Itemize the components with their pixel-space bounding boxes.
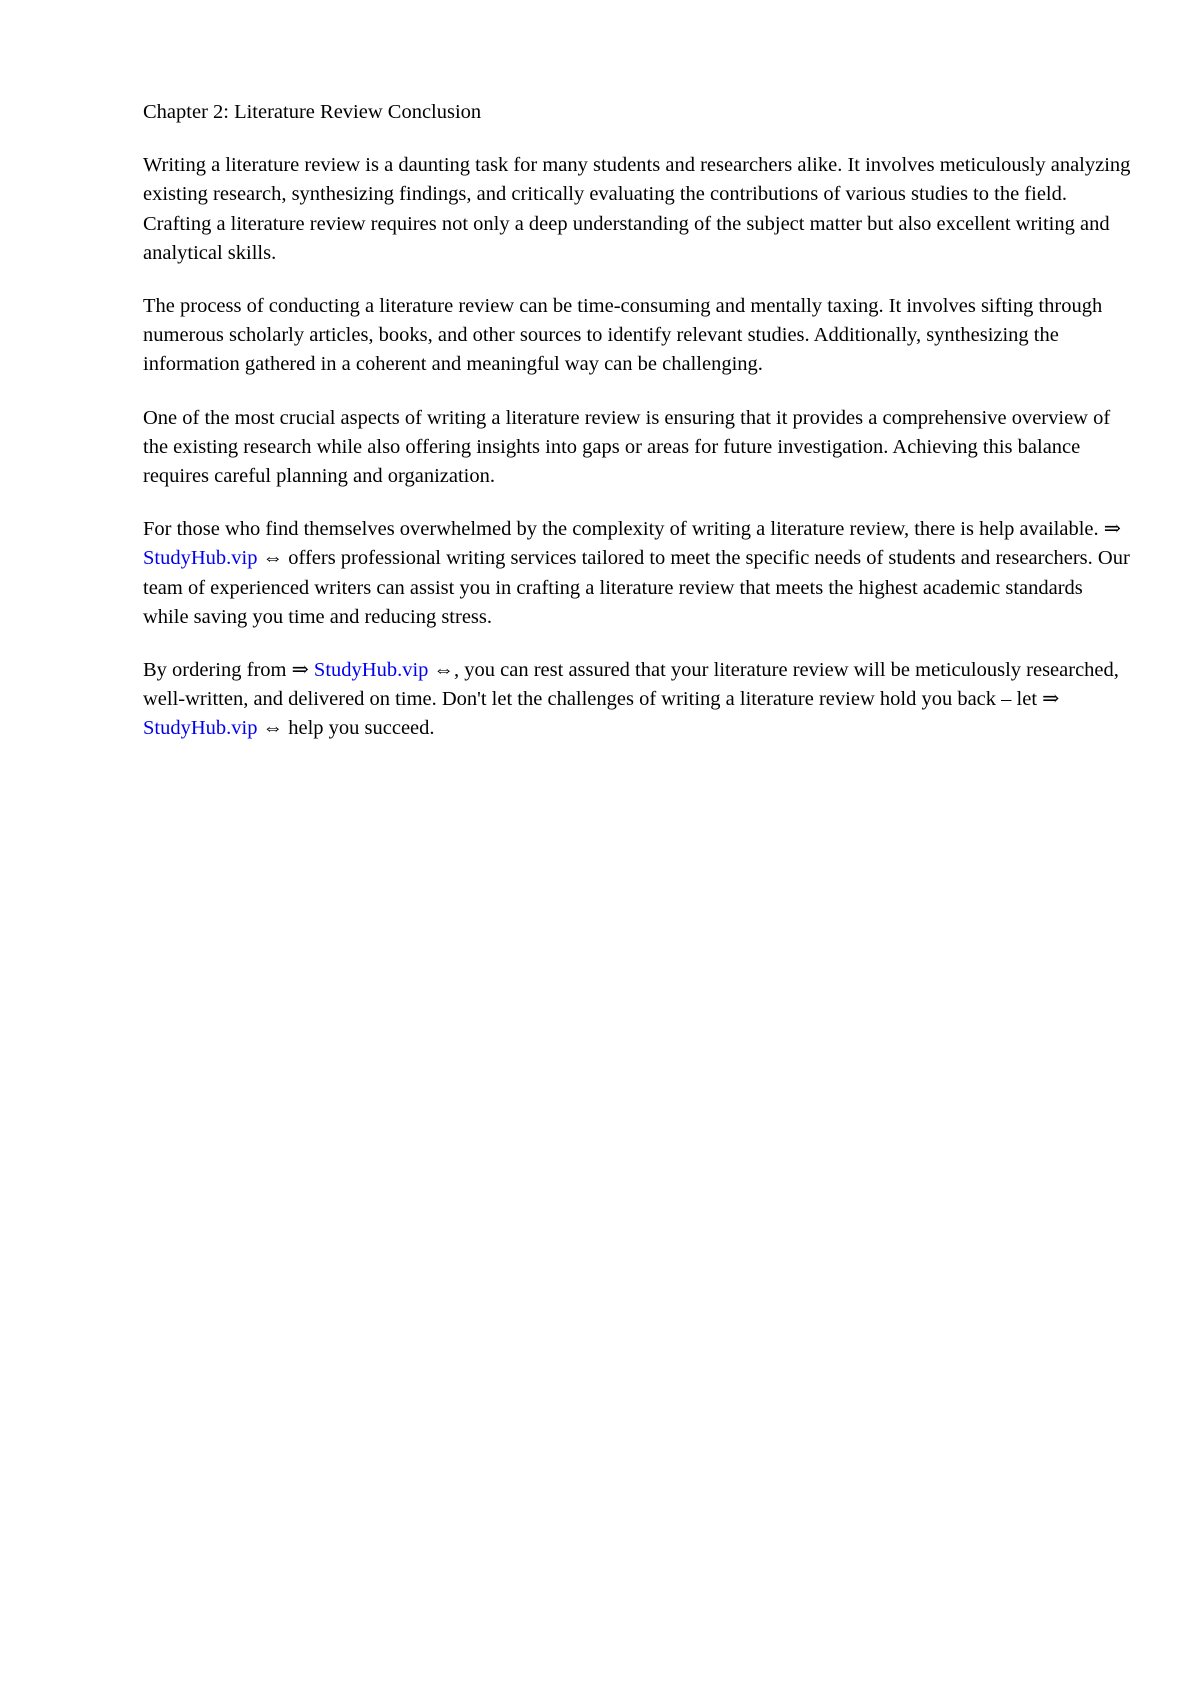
paragraph-5-text-before: By ordering from [143,659,292,682]
paragraph-4-text-before: For those who find themselves overwhelmed by the complexity of writing a literature review, there is help available. [143,518,1104,541]
paragraph-5 [143,656,1133,744]
studyhub-link[interactable]: StudyHub.vip [143,717,258,740]
paragraph-3: One of the most crucial aspects of writing a literature review is ensuring that it provides a comprehensive overview of the existing research while also offering insights into gaps or areas for future investigation. Achieving this balance requires careful planning and organization. [143,406,1111,488]
paragraph-4-text-after: offers professional writing services tailored to meet the specific needs of students and researchers. Our team of experienced writers can assist you in crafting a literature review that meets the highest academic standards while saving you time and reducing stress. [143,547,1130,628]
paragraph-5-text-after: help you succeed. [283,717,435,740]
double-arrow-right-icon: ⇒ [1103,518,1121,541]
paragraph-4 [143,515,1133,632]
document-title: Chapter 2: Literature Review Conclusion [143,101,482,123]
studyhub-link[interactable]: StudyHub.vip [143,547,258,570]
double-arrow-right-icon: ⇒ [291,659,314,682]
paragraph-2: The process of conducting a literature review can be time-consuming and mentally taxing. It involves sifting through numerous scholarly articles, books, and other sources to identify relevant studies. Additionally, synthesizing the information gathered in a coherent and meaningful way can be challenging. [143,295,1103,376]
paragraph-1: Writing a literature review is a daunting task for many students and researchers alike. It involves meticulously analyzing existing research, synthesizing findings, and critically evaluating the contributions of various studies to the field. Crafting a literature review requires not only a deep understanding of the subject matter but also excellent writing and analytical skills. [143,154,1131,264]
document-page [143,98,1133,768]
double-arrow-right-icon: ⇒ [1042,688,1060,711]
paragraph-5-text-middle: , you can rest assured that your literature review will be meticulously researched, well-written, and delivered on time. Don't let the challenges of writing a literature review hold you back – let [143,659,1119,711]
double-arrow-both-icon: ⇔ [257,547,284,570]
double-arrow-both-icon: ⇔ [428,659,455,682]
studyhub-link[interactable]: StudyHub.vip [313,659,429,682]
double-arrow-both-icon: ⇔ [257,717,284,740]
